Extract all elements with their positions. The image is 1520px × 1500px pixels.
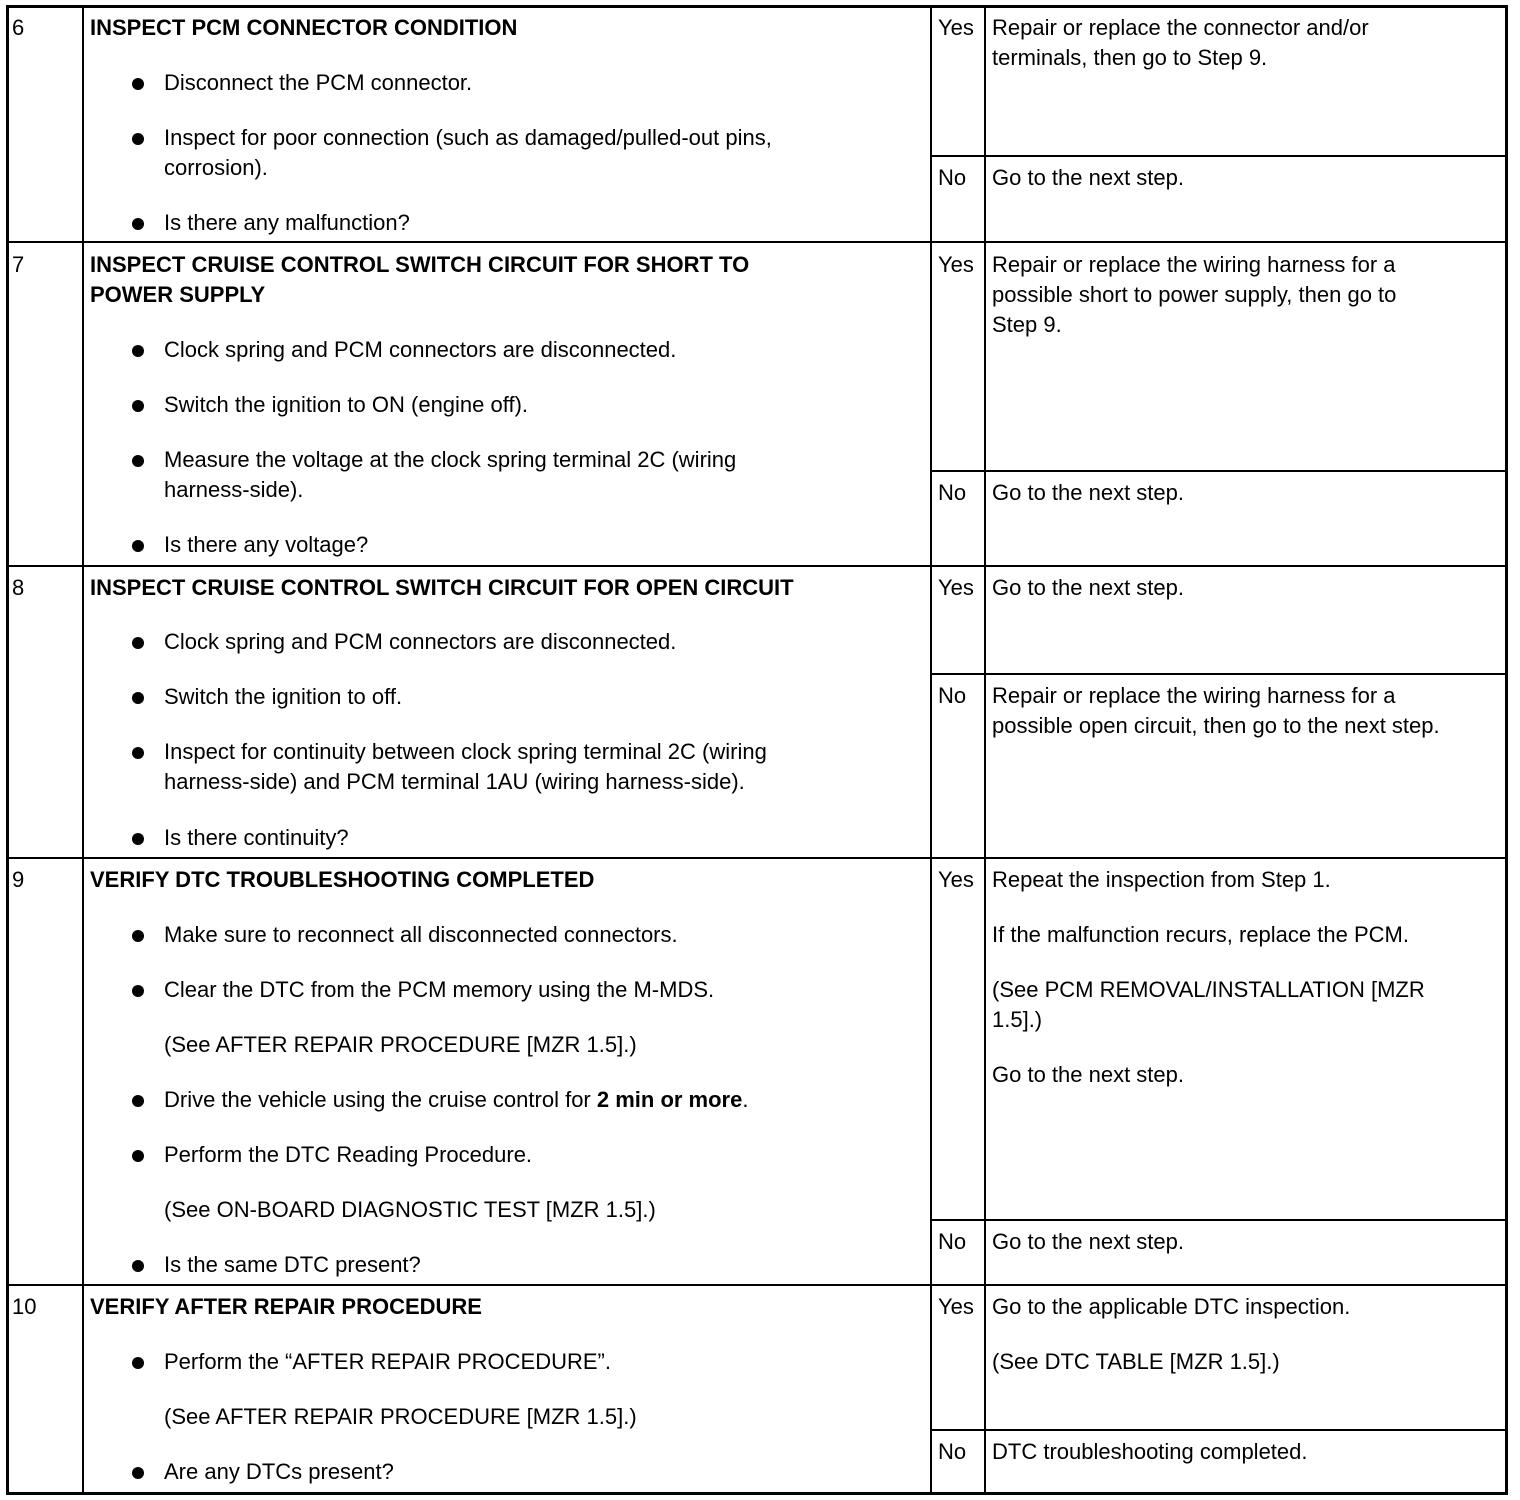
column-divider — [984, 5, 986, 1495]
bullet-icon — [132, 345, 144, 357]
bullet-icon — [132, 1095, 144, 1107]
step-item-emphasis: 2 min or more — [596, 1087, 743, 1112]
step-item: Perform the DTC Reading Procedure. — [164, 1142, 533, 1167]
step-number: 8 — [12, 575, 25, 600]
bullet-icon — [132, 692, 144, 704]
no-result: Repair or replace the wiring harness for a — [992, 683, 1396, 708]
yes-result: 1.5].) — [992, 1007, 1043, 1032]
step-item: Make sure to reconnect all disconnected connectors. — [164, 922, 678, 947]
no-label: No — [938, 1439, 967, 1464]
step-item: Is there any voltage? — [164, 532, 369, 557]
bullet-icon — [132, 400, 144, 412]
yes-result: possible short to power supply, then go to — [992, 282, 1397, 307]
step-number: 10 — [12, 1294, 37, 1319]
yes-no-divider — [930, 1219, 1508, 1221]
bullet-icon — [132, 1357, 144, 1369]
step-item: Is there any malfunction? — [164, 210, 410, 235]
step-item: Inspect for continuity between clock spring terminal 2C (wiring — [164, 739, 767, 764]
step-item: Disconnect the PCM connector. — [164, 70, 473, 95]
step-title: VERIFY DTC TROUBLESHOOTING COMPLETED — [90, 867, 595, 892]
yes-result: Go to the next step. — [992, 1062, 1185, 1087]
step-item: Switch the ignition to off. — [164, 684, 403, 709]
step-item: corrosion). — [164, 155, 268, 180]
step-title: VERIFY AFTER REPAIR PROCEDURE — [90, 1294, 482, 1319]
yes-result: Repair or replace the wiring harness for a — [992, 252, 1396, 277]
step-item: Measure the voltage at the clock spring terminal 2C (wiring — [164, 447, 737, 472]
yes-result: (See PCM REMOVAL/INSTALLATION [MZR — [992, 977, 1425, 1002]
yes-result: Step 9. — [992, 312, 1062, 337]
yes-no-divider — [930, 1429, 1508, 1431]
no-result: Go to the next step. — [992, 1229, 1185, 1254]
reference-note: (See ON-BOARD DIAGNOSTIC TEST [MZR 1.5].) — [164, 1197, 656, 1222]
yes-result: If the malfunction recurs, replace the PCM. — [992, 922, 1409, 947]
step-title: INSPECT PCM CONNECTOR CONDITION — [90, 15, 518, 40]
step-item: Are any DTCs present? — [164, 1459, 394, 1484]
step-title: INSPECT CRUISE CONTROL SWITCH CIRCUIT FOR SHORT TO — [90, 252, 750, 277]
yes-label: Yes — [938, 867, 974, 892]
step-item: Is there continuity? — [164, 825, 349, 850]
bullet-icon — [132, 218, 144, 230]
yes-label: Yes — [938, 1294, 974, 1319]
step-title: POWER SUPPLY — [90, 282, 266, 307]
bullet-icon — [132, 833, 144, 845]
yes-result: Go to the next step. — [992, 575, 1185, 600]
yes-label: Yes — [938, 252, 974, 277]
row-divider — [6, 241, 1508, 243]
row-divider — [6, 1284, 1508, 1286]
yes-label: Yes — [938, 575, 974, 600]
yes-result: Repeat the inspection from Step 1. — [992, 867, 1331, 892]
no-label: No — [938, 1229, 967, 1254]
bullet-icon — [132, 747, 144, 759]
bullet-icon — [132, 133, 144, 145]
yes-label: Yes — [938, 15, 974, 40]
column-divider — [82, 5, 84, 1495]
step-number: 9 — [12, 867, 25, 892]
step-item: Is the same DTC present? — [164, 1252, 421, 1277]
yes-result: Go to the applicable DTC inspection. — [992, 1294, 1351, 1319]
step-item: Perform the “AFTER REPAIR PROCEDURE”. — [164, 1349, 611, 1374]
bullet-icon — [132, 1467, 144, 1479]
no-result: Go to the next step. — [992, 480, 1185, 505]
no-result: possible open circuit, then go to the next step. — [992, 713, 1440, 738]
no-result: Go to the next step. — [992, 165, 1185, 190]
step-item: harness-side). — [164, 477, 304, 502]
step-item-text: Drive the vehicle using the cruise control for — [164, 1087, 597, 1112]
reference-note: (See AFTER REPAIR PROCEDURE [MZR 1.5].) — [164, 1032, 637, 1057]
step-item: harness-side) and PCM terminal 1AU (wiring harness-side). — [164, 769, 745, 794]
no-label: No — [938, 165, 967, 190]
step-number: 7 — [12, 252, 25, 277]
step-title: INSPECT CRUISE CONTROL SWITCH CIRCUIT FOR OPEN CIRCUIT — [90, 575, 794, 600]
bullet-icon — [132, 985, 144, 997]
bullet-icon — [132, 930, 144, 942]
column-divider — [930, 5, 932, 1495]
yes-result: Repair or replace the connector and/or — [992, 15, 1369, 40]
step-item: Clock spring and PCM connectors are disconnected. — [164, 337, 677, 362]
no-label: No — [938, 480, 967, 505]
step-item — [164, 1085, 748, 1115]
yes-no-divider — [930, 155, 1508, 157]
bullet-icon — [132, 637, 144, 649]
step-item-text: . — [742, 1087, 749, 1112]
yes-no-divider — [930, 470, 1508, 472]
step-item: Clock spring and PCM connectors are disconnected. — [164, 629, 677, 654]
bullet-icon — [132, 1260, 144, 1272]
reference-note: (See AFTER REPAIR PROCEDURE [MZR 1.5].) — [164, 1404, 637, 1429]
bullet-icon — [132, 455, 144, 467]
step-item: Inspect for poor connection (such as damaged/pulled-out pins, — [164, 125, 772, 150]
bullet-icon — [132, 78, 144, 90]
no-label: No — [938, 683, 967, 708]
step-item: Clear the DTC from the PCM memory using the M-MDS. — [164, 977, 715, 1002]
row-divider — [6, 857, 1508, 859]
no-result: DTC troubleshooting completed. — [992, 1439, 1308, 1464]
step-number: 6 — [12, 15, 25, 40]
row-divider — [6, 565, 1508, 567]
yes-result: (See DTC TABLE [MZR 1.5].) — [992, 1349, 1280, 1374]
bullet-icon — [132, 1150, 144, 1162]
bullet-icon — [132, 540, 144, 552]
step-item: Switch the ignition to ON (engine off). — [164, 392, 529, 417]
yes-result: terminals, then go to Step 9. — [992, 45, 1268, 70]
yes-no-divider — [930, 673, 1508, 675]
